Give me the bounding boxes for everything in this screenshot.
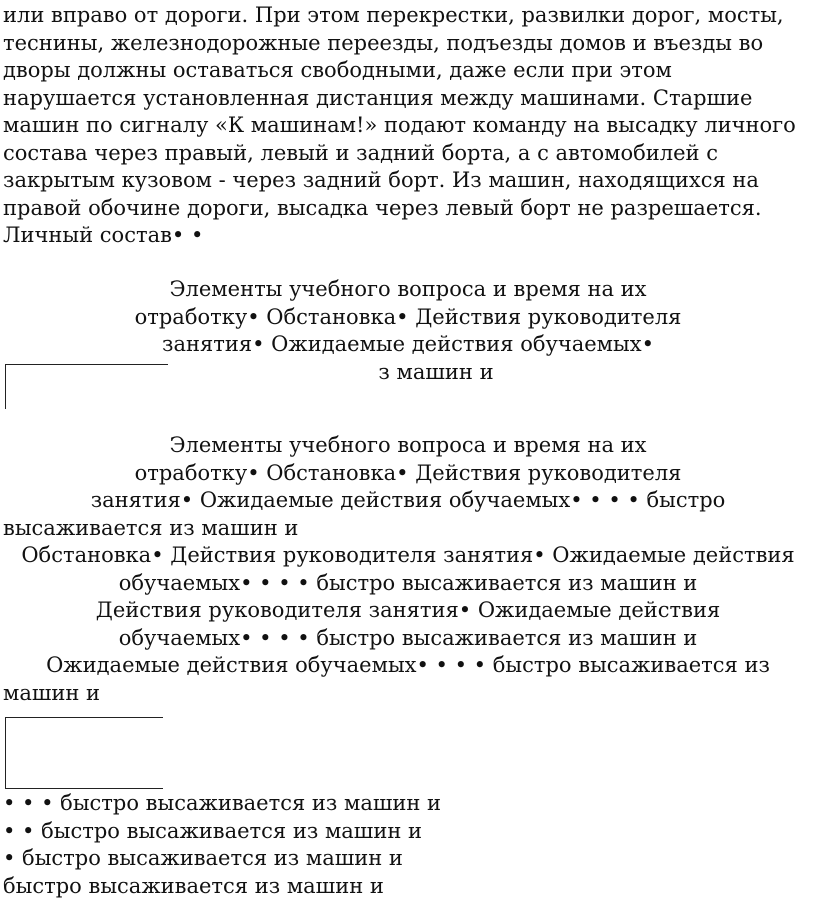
body-paragraph (3, 2, 813, 250)
table-fragment-2 (3, 432, 813, 707)
table-border-fragment (5, 717, 163, 789)
fragment-line: обучаемых• • • • быстро высаживается из машин и (118, 625, 698, 650)
fragment-line: отработку• Обстановка• Действия руководителя (134, 460, 682, 485)
paragraph-line: состава через правый, левый и задний борта, а с автомобилей с (3, 140, 718, 165)
fragment-line: Действия руководителя занятия• Ожидаемые действия (95, 598, 721, 622)
fragment-line: • • • быстро высаживается из машин и (3, 791, 442, 815)
paragraph-line: закрытым кузовом - через задний борт. Из машин, находящихся на (3, 168, 759, 192)
fragment-line: отработку• Обстановка• Действия руководителя (134, 304, 682, 329)
table-border-fragment (5, 364, 168, 409)
fragment-line: з машин и (378, 359, 494, 384)
fragment-line: • • быстро высаживается из машин и (3, 818, 422, 843)
fragment-line: высаживается из машин и (3, 515, 299, 540)
fragment-line: Элементы учебного вопроса и время на их (169, 277, 647, 301)
fragment-line: машин и (3, 680, 101, 705)
paragraph-line: Личный состав• • (3, 223, 204, 247)
fragment-line: Обстановка• Действия руководителя занятия• Ожидаемые действия (21, 543, 795, 567)
paragraph-line: или вправо от дороги. При этом перекрестки, развилки дорог, мосты, (3, 3, 784, 27)
paragraph-line: дворы должны оставаться свободными, даже если при этом (3, 58, 672, 82)
table-fragment-3 (3, 790, 813, 900)
fragment-line: • быстро высаживается из машин и (3, 846, 403, 870)
fragment-line: обучаемых• • • • быстро высаживается из машин и (118, 570, 698, 595)
paragraph-line: машин по сигналу «К машинам!» подают команду на высадку личного (3, 113, 796, 137)
fragment-line: занятия• Ожидаемые действия обучаемых• (162, 332, 654, 356)
fragment-line: занятия• Ожидаемые действия обучаемых• • • • быстро (90, 488, 726, 512)
paragraph-line: нарушается установленная дистанция между машинами. Старшие (3, 85, 753, 110)
fragment-line: быстро высаживается из машин и (3, 873, 384, 898)
paragraph-line: теснины, железнодорожные переезды, подъезды домов и въезды во (3, 30, 764, 55)
paragraph-line: правой обочине дороги, высадка через левый борт не разрешается. (3, 195, 762, 220)
fragment-line: Элементы учебного вопроса и время на их (169, 433, 647, 457)
fragment-line: Ожидаемые действия обучаемых• • • • быстро высаживается из (46, 653, 770, 677)
